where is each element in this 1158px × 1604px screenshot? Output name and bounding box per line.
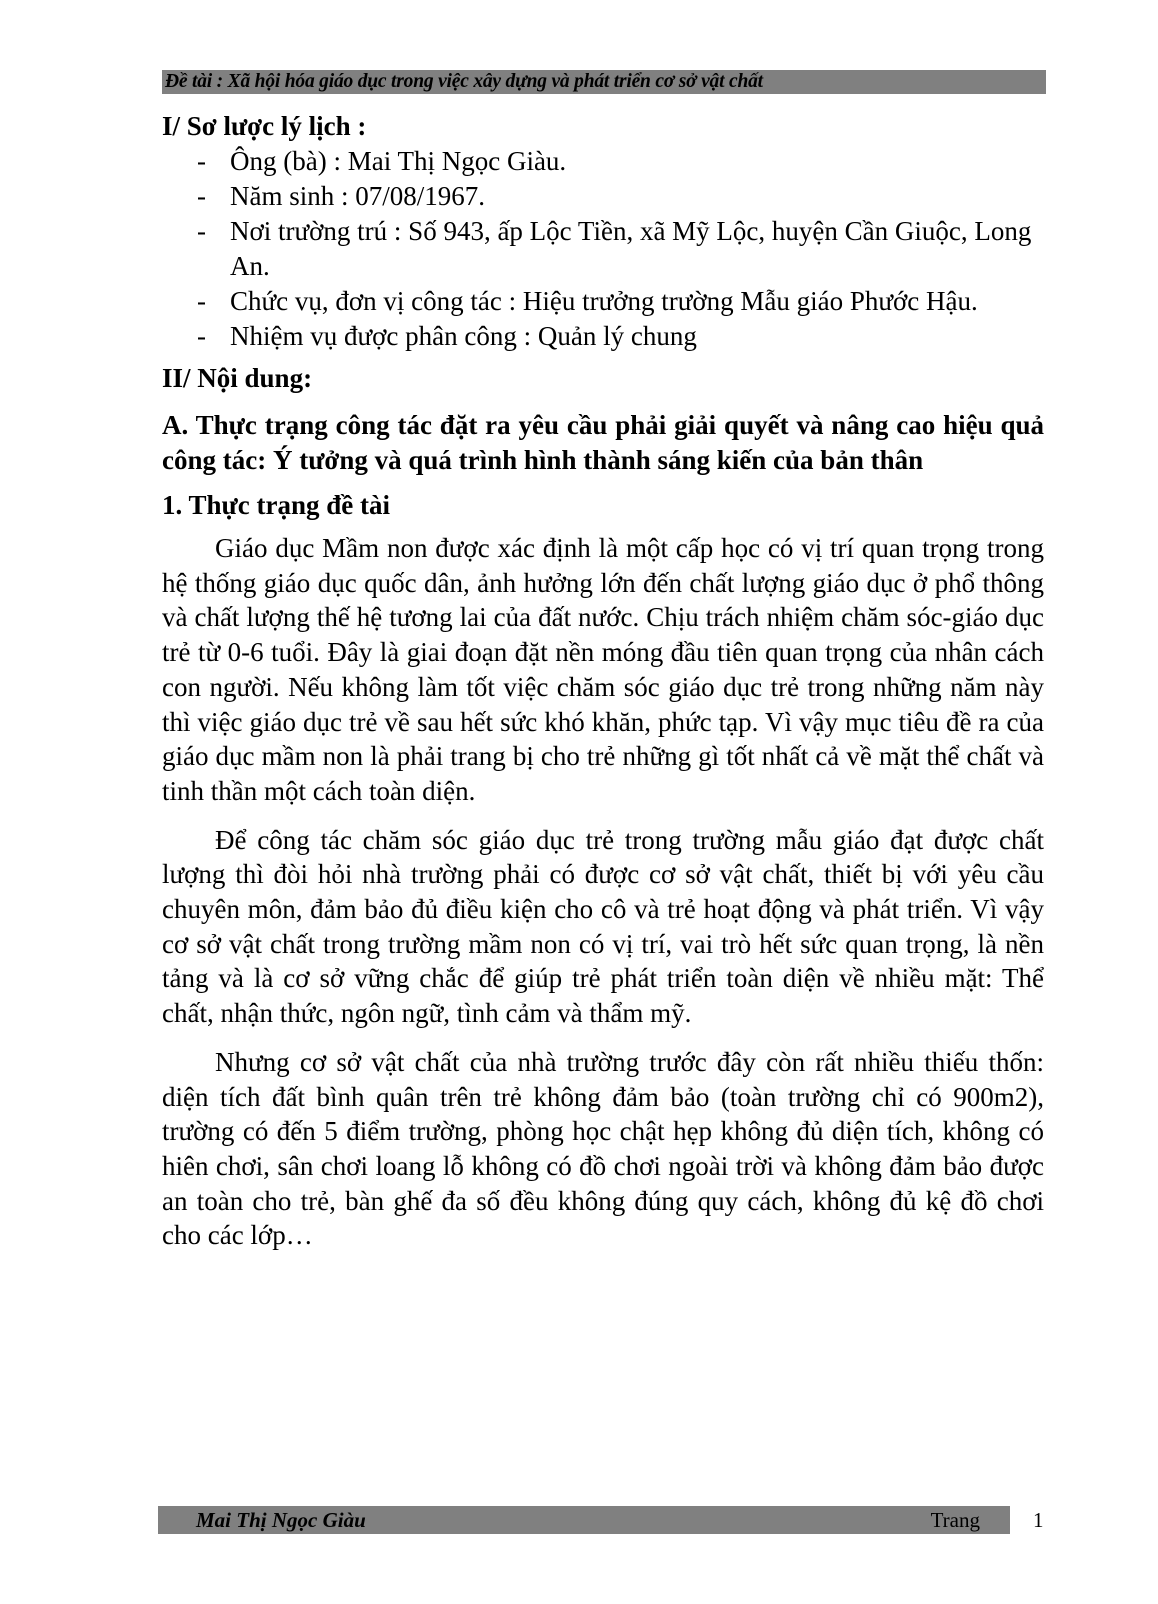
bullet-dash: - bbox=[197, 181, 206, 211]
list-item-text: Năm sinh : 07/08/1967. bbox=[230, 181, 485, 211]
body-paragraph: Giáo dục Mầm non được xác định là một cấp học có vị trí quan trọng trong hệ thống giáo dục quốc dân, ảnh hưởng lớn đến chất lượng giáo dục ở phổ thông và chất lượng thế hệ tương lai của đất nước. Chịu trách nhiệm chăm sóc-giáo dục trẻ từ 0-6 tuổi. Đây là giai đoạn đặt nền móng đầu tiên quan trọng của nhân cách con người. Nếu không làm tốt việc chăm sóc giáo dục trẻ trong những năm này thì việc giáo dục trẻ về sau hết sức khó khăn, phức tạp. Vì vậy mục tiêu đề ra của giáo dục mầm non là phải trang bị cho trẻ những gì tốt nhất cả về mặt thể chất và tinh thần một cách toàn diện. bbox=[162, 533, 1044, 806]
subheading-1: 1. Thực trạng đề tài bbox=[162, 490, 390, 520]
subheading-a: A. Thực trạng công tác đặt ra yêu cầu phải giải quyết và nâng cao hiệu quả công tác: Ý tưởng và quá trình hình thành sáng kiến của bản thân bbox=[162, 410, 1044, 475]
page-number: 1 bbox=[1033, 1508, 1044, 1532]
section-heading-profile: I/ Sơ lược lý lịch : bbox=[162, 111, 367, 141]
list-item bbox=[162, 179, 1044, 214]
list-item-text: Chức vụ, đơn vị công tác : Hiệu trưởng trường Mẫu giáo Phước Hậu. bbox=[230, 286, 978, 316]
footer-page-label: Trang bbox=[930, 1508, 980, 1532]
list-item-text: Nhiệm vụ được phân công : Quản lý chung bbox=[230, 321, 697, 351]
page-footer bbox=[158, 1506, 1010, 1534]
list-item bbox=[162, 284, 1044, 319]
list-item bbox=[162, 214, 1044, 284]
profile-list bbox=[162, 144, 1044, 354]
bullet-dash: - bbox=[197, 216, 206, 246]
body-paragraph: Để công tác chăm sóc giáo dục trẻ trong trường mẫu giáo đạt được chất lượng thì đòi hỏi nhà trường phải có được cơ sở vật chất, thiết bị với yêu cầu chuyên môn, đảm bảo đủ điều kiện cho cô và trẻ hoạt động và phát triển. Vì vậy cơ sở vật chất trong trường mầm non có vị trí, vai trò hết sức quan trọng, là nền tảng và là cơ sở vững chắc để giúp trẻ phát triển toàn diện về nhiều mặt: Thể chất, nhận thức, ngôn ngữ, tình cảm và thẩm mỹ. bbox=[162, 824, 1044, 1029]
list-item bbox=[162, 319, 1044, 354]
header-title: Đề tài : Xã hội hóa giáo dục trong việc xây dựng và phát triển cơ sở vật chất bbox=[165, 71, 763, 92]
bullet-dash: - bbox=[197, 286, 206, 316]
list-item bbox=[162, 144, 1044, 179]
bullet-dash: - bbox=[197, 146, 206, 176]
list-item-text: Ông (bà) : Mai Thị Ngọc Giàu. bbox=[230, 146, 567, 176]
page-header bbox=[162, 70, 1046, 94]
bullet-dash: - bbox=[197, 321, 206, 351]
document-body bbox=[162, 108, 1044, 1253]
body-paragraph: Nhưng cơ sở vật chất của nhà trường trước đây còn rất nhiều thiếu thốn: diện tích đất bình quân trên trẻ không đảm bảo (toàn trường chỉ có 900m2), trường có đến 5 điểm trường, phòng học chật hẹp không đủ diện tích, không có hiên chơi, sân chơi loang lỗ không có đồ chơi ngoài trời và không đảm bảo được an toàn cho trẻ, bàn ghế đa số đều không đúng quy cách, không đủ kệ đồ chơi cho các lớp… bbox=[162, 1046, 1044, 1251]
list-item-text: Nơi trường trú : Số 943, ấp Lộc Tiền, xã Mỹ Lộc, huyện Cần Giuộc, Long An. bbox=[230, 216, 1032, 281]
section-heading-content: II/ Nội dung: bbox=[162, 363, 313, 393]
footer-author: Mai Thị Ngọc Giàu bbox=[196, 1508, 366, 1532]
